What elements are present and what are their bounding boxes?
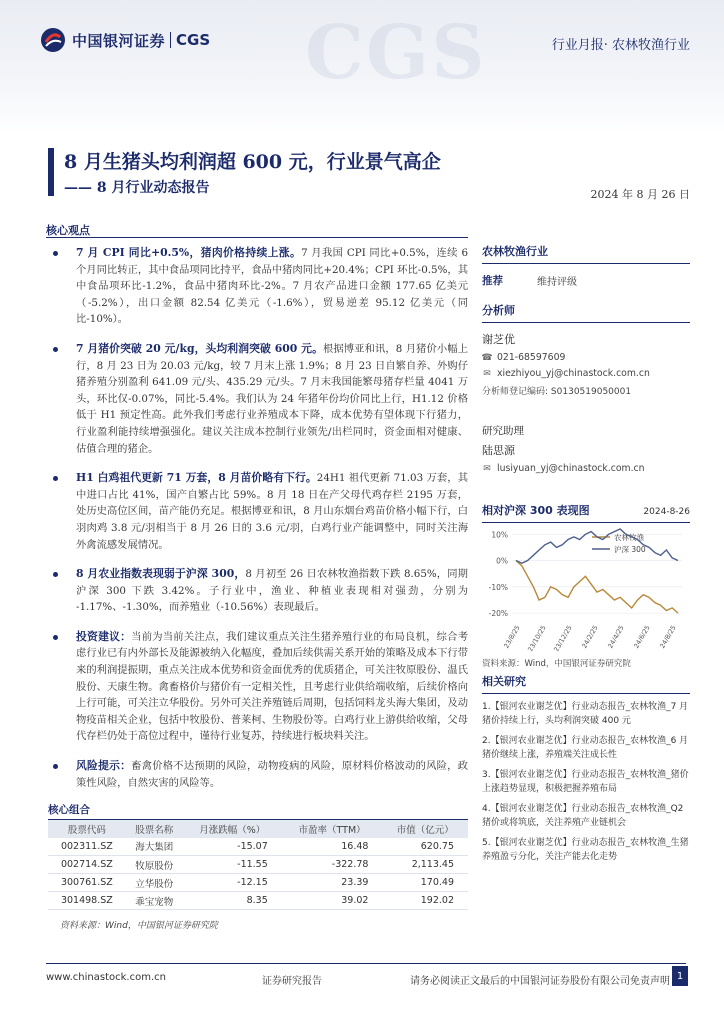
page-header	[0, 0, 724, 135]
chart-xtick-label: 24/4/25	[606, 624, 626, 650]
phone-row	[482, 352, 690, 363]
rating-row	[482, 273, 690, 288]
phone-icon: ☎	[481, 352, 493, 363]
bullet-lead: 7 月 CPI 同比+0.5%，猪肉价格持续上涨。	[76, 246, 302, 259]
chart-canvas	[482, 523, 690, 651]
chart-ytick-label: 0%	[496, 556, 508, 566]
bullet-body: 8 月初至 26 日农林牧渔指数下跌 8.65%，同期沪深 300 下跌 3.42%。子行业中，渔业、种植业表现相对强劲，分别为 -1.17%、-1.30%，而养殖业（-10.56%）表现最后。	[76, 568, 468, 614]
pe-ttm: 39.02	[282, 892, 383, 910]
title-accent-bar	[48, 148, 54, 196]
brand-name: 中国银河证券	[72, 31, 166, 50]
sidebar-rule	[482, 263, 690, 264]
bullet-lead: H1 白鸡祖代更新 71 万套，8 月苗价略有下行。	[76, 471, 317, 485]
chart-source: 资料来源：Wind，中国银河证券研究院	[482, 659, 631, 669]
related-rule	[482, 693, 690, 694]
email-link[interactable]: xiezhiyou_yj@chinastock.com.cn	[497, 368, 650, 379]
email-row	[482, 368, 690, 379]
bullet-body: 畜禽价格不达预期的风险，动物疫病的风险，原材料价格波动的风险，政策性风险，自然灾害的风险等。	[76, 760, 469, 789]
rating-label: 推荐	[482, 275, 503, 287]
table-row	[48, 838, 468, 856]
core-bullet	[48, 245, 468, 328]
cgs-logo-icon	[40, 27, 66, 53]
registration-row	[482, 384, 690, 397]
chart-xtick-label: 24/8/25	[658, 624, 678, 650]
core-view-heading: 核心观点	[46, 224, 90, 237]
brand-short: CGS	[176, 31, 211, 49]
brand-divider	[170, 32, 171, 48]
chart-ytick-label: -20%	[488, 609, 508, 619]
analyst-heading: 分析师	[482, 304, 515, 317]
rating-value: 维持评级	[537, 277, 577, 288]
report-type: 行业月报· 农林牧渔行业	[551, 38, 690, 53]
table-source: 资料来源：Wind，中国银河证券研究院	[60, 921, 218, 931]
portfolio-heading: 核心组合	[48, 804, 90, 816]
report-subtitle: —— 8 月行业动态报告	[64, 180, 210, 196]
chart-legend-label: 农林牧渔	[614, 533, 644, 542]
portfolio-table	[48, 819, 468, 910]
stock-code: 301498.SZ	[48, 892, 126, 910]
phone-number: 021-68597609	[497, 352, 566, 363]
stock-name: 海大集团	[126, 838, 183, 856]
chart-legend-label: 沪深 300	[614, 545, 646, 554]
table-header-row	[48, 820, 468, 838]
core-bullet	[48, 566, 468, 616]
core-view-rule	[46, 237, 468, 238]
related-research	[482, 673, 690, 864]
report-title: 8 月生猪头均利润超 600 元，行业景气高企	[64, 151, 441, 173]
market-cap: 170.49	[382, 874, 468, 892]
col-header: 市值（亿元）	[382, 820, 468, 838]
monthly-change: -12.15	[183, 874, 282, 892]
assistant-name: 陆思源	[482, 444, 515, 457]
table-row	[48, 892, 468, 910]
chart-ytick-label: 10%	[491, 530, 508, 540]
mail-icon: ✉	[483, 463, 491, 474]
chart-title: 相对沪深 300 表现图	[482, 504, 590, 517]
bullet-body: 当前为当前关注点，我们建议重点关注生猪养殖行业的布局良机，综合考虑行业已有内外部长及能源被纳入化幅度，叠加后续供需关系开始的策略及成本下行带来的利润提振期，重点关注成本优势和资金面优秀的优质猪企，可关注牧原股份、温氏股份、天康生物。禽畜格价与猪价有一定相关性，且考虑行业供给端收缩，后续价格向上行可能，可关注立华股份。另外可关注养殖链后周期，包括饲料龙头海大集团，及动物疫苗相关企业，包括中牧股份、普莱柯、生物股份等。白鸡行业上游供给收缩，父母代存栏仍处于高位过程中，谨待行业复苏，持续进行板块料关注。	[76, 630, 469, 743]
market-cap: 620.75	[382, 838, 468, 856]
core-view-list	[48, 245, 468, 804]
report-date: 2024 年 8 月 26 日	[590, 188, 690, 201]
bullet-body: 7 月我国 CPI 同比+0.5%，连续 6 个月同比转正，其中食品项同比持平，食品中猪肉同比+20.4%；CPI 环比-0.5%，其中食品项环比-1.2%，食品中猪肉环比-2%。7 月农产品进口金额 177.65 亿美元（-5.2%），出口金额 82.54 亿美元（-1.6%），贸易逆差 95.12 亿美元（同比-10%）。	[76, 247, 469, 326]
related-item[interactable]: 1.【银河农业谢芝优】行业动态报告_农林牧渔_7 月猪价持续上行，头均利润突破 400 元	[482, 702, 689, 726]
monthly-change: -11.55	[183, 856, 282, 874]
chart-xtick-label: 23/12/25	[552, 624, 574, 651]
pe-ttm: 16.48	[282, 838, 383, 856]
related-item[interactable]: 3.【银河农业谢芝优】行业动态报告_农林牧渔_猪价上涨趋势显现，积极把握养殖布局	[482, 770, 689, 794]
chart-header	[482, 502, 690, 518]
stock-code: 002714.SZ	[48, 856, 126, 874]
assistant-email-row	[482, 463, 690, 474]
core-bullet	[48, 341, 468, 457]
table-row	[48, 856, 468, 874]
monthly-change: -15.07	[183, 838, 282, 856]
col-header: 月涨跌幅（%）	[183, 820, 282, 838]
bullet-body: 根据博亚和讯，8 月猪价小幅上行，8 月 23 日为 20.03 元/kg，较 7 月末上涨 1.9%；8 月 23 日自繁自养、外购仔猪养殖分别盈利 641.09 元/头、435.29 元/头。7 月末我国能繁母猪存栏量 4041 万头，环比仅-0.07%，同比-5.4%。我们认为 24 年猪年份均价同比上行，H1.12 价格低于 H1 预定性高。此外我们考虑行业养殖成本下降，成本优势有望体现下行猪力，行业盈利能持续增强强化。建议关注成本控制行业领先/出栏同时，资金面相对健康、估值合理的猪企。	[76, 342, 468, 455]
header-watermark: CGS	[305, 10, 487, 96]
bullet-body: 24H1 祖代更新 71.03 万套，其中进口占比 41%，国产自繁占比 59%。8 月 18 日在产父母代鸡存栏 2195 万套，处历史高位区间，苗产能仍充足。根据博亚和讯，8 月山东烟台鸡苗价格小幅下行，白羽肉鸡 3.8 元/羽相当于 8 月 26 日的 3.6 元/羽，白鸡行业产能调整中，同时关注海外禽流感发展情况。	[76, 472, 468, 551]
chart-ytick-label: -10%	[488, 582, 508, 592]
bullet-lead: 投资建议：	[76, 629, 132, 643]
core-bullet	[48, 629, 468, 745]
footer-disclaimer: 请务必阅读正文最后的中国银河证券股份有限公司免责声明	[410, 976, 670, 987]
chart-xtick-label: 23/8/25	[502, 624, 522, 650]
bullet-lead: 7 月猪价突破 20 元/kg，头均利润突破 600 元。	[76, 341, 323, 355]
mail-icon: ✉	[483, 368, 491, 379]
market-cap: 192.02	[382, 892, 468, 910]
brand-logo	[40, 27, 210, 53]
analyst-name: 谢芝优	[482, 333, 515, 346]
registration-label: 分析师登记编码:	[482, 387, 549, 397]
table-row	[48, 874, 468, 892]
relative-performance-chart	[482, 502, 690, 669]
registration-code: S0130519050001	[550, 387, 632, 397]
chart-xtick-label: 23/10/25	[526, 624, 548, 651]
footer-report-label: 证券研究报告	[262, 976, 322, 987]
pe-ttm: 23.39	[282, 874, 383, 892]
page-number: 1	[672, 966, 688, 986]
related-item[interactable]: 5.【银河农业谢芝优】行业动态报告_农林牧渔_生猪养殖盈亏分化，关注产能去化走势	[482, 838, 689, 862]
sidebar-rule	[482, 322, 690, 323]
col-header: 市盈率（TTM）	[282, 820, 383, 838]
pe-ttm: -322.78	[282, 856, 383, 874]
bullet-lead: 8 月农业指数表现弱于沪深 300，	[76, 567, 246, 581]
industry-label: 农林牧渔行业	[482, 245, 548, 258]
core-bullet	[48, 470, 468, 553]
assistant-heading: 研究助理	[482, 425, 524, 437]
sidebar	[482, 243, 690, 474]
bullet-lead: 风险提示：	[76, 759, 132, 773]
market-cap: 2,113.45	[382, 856, 468, 874]
stock-code: 002311.SZ	[48, 838, 126, 856]
chart-xtick-label: 24/2/25	[580, 624, 600, 650]
col-header: 股票代码	[48, 820, 126, 838]
stock-name: 牧原股份	[126, 856, 183, 874]
col-header: 股票名称	[126, 820, 183, 838]
assistant-email-link[interactable]: lusiyuan_yj@chinastock.com.cn	[497, 463, 645, 474]
stock-code: 300761.SZ	[48, 874, 126, 892]
stock-name: 立华股份	[126, 874, 183, 892]
chart-date: 2024-8-26	[643, 507, 690, 517]
related-item[interactable]: 4.【银河农业谢芝优】行业动态报告_农林牧渔_Q2 猪价或将筑底，关注养殖产业链机会	[482, 804, 684, 828]
related-heading: 相关研究	[482, 675, 526, 688]
chart-xtick-label: 24/6/25	[632, 624, 652, 650]
footer-site-link[interactable]: www.chinastock.com.cn	[46, 972, 166, 983]
related-item[interactable]: 2.【银河农业谢芝优】行业动态报告_农林牧渔_6 月猪价继续上涨，养殖端关注成长性	[482, 736, 689, 760]
monthly-change: 8.35	[183, 892, 282, 910]
stock-name: 乖宝宠物	[126, 892, 183, 910]
footer-rule	[46, 963, 686, 964]
core-bullet	[48, 758, 468, 791]
